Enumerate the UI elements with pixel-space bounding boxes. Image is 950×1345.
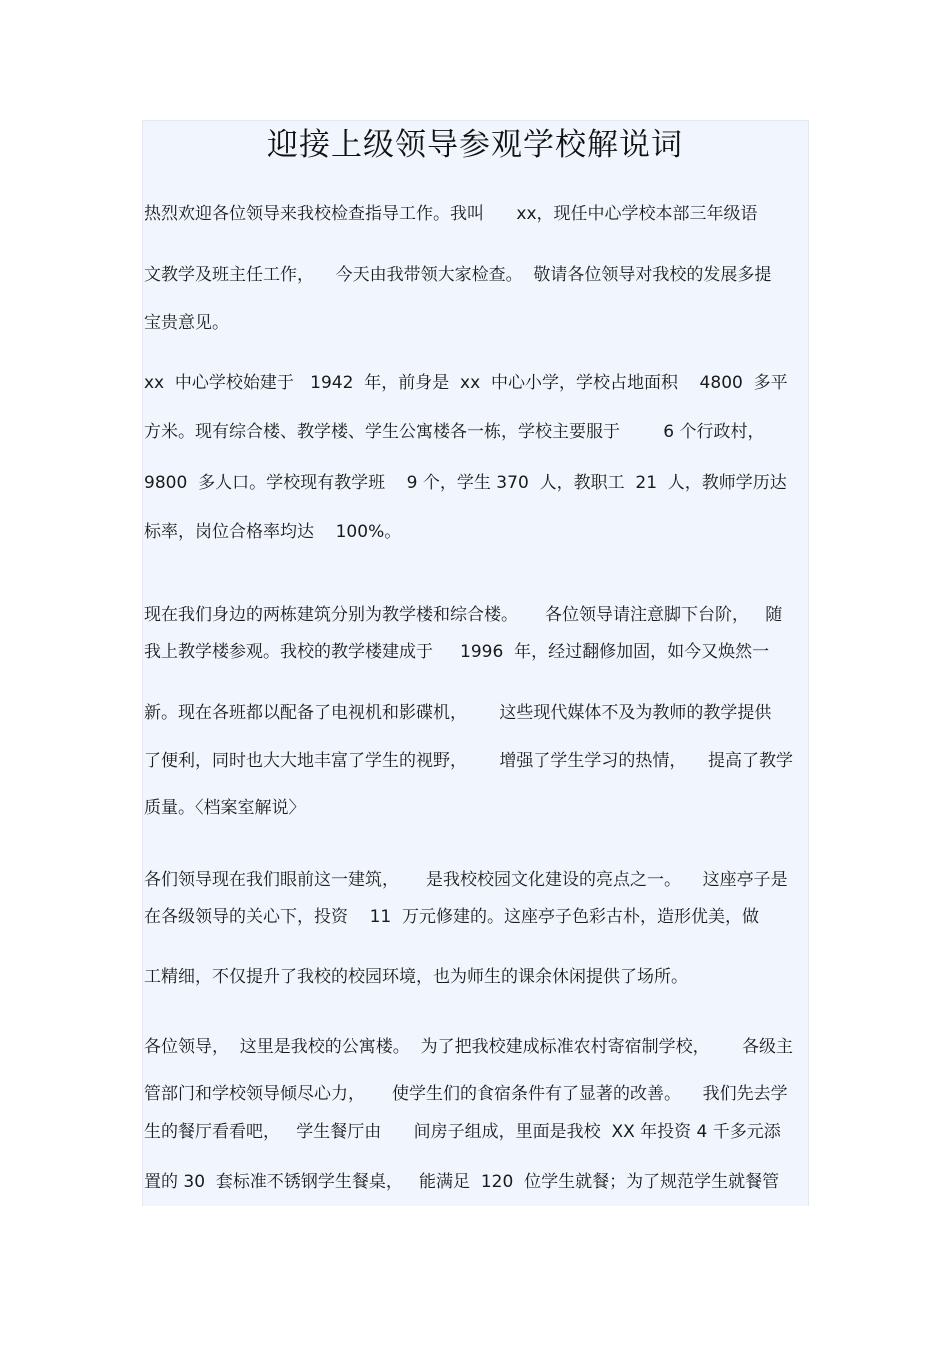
paragraph-3-line-4: 了便利，同时也大大地丰富了学生的视野， 增强了学生学习的热情， 提高了教学: [144, 751, 794, 771]
paragraph-4-line-2: 在各级领导的关心下，投资 11 万元修建的。这座亭子色彩古朴，造形优美，做: [144, 907, 760, 927]
paragraph-2-line-2: 方米。现有综合楼、教学楼、学生公寓楼各一栋，学校主要服于 6 个行政村，: [144, 422, 765, 442]
paragraph-3-line-2: 我上教学楼参观。我校的教学楼建成于 1996 年，经过翻修加固，如今又焕然一: [144, 642, 770, 662]
paragraph-5-line-3: 生的餐厅看看吧， 学生餐厅由 间房子组成，里面是我校 XX 年投资 4 千多元添: [144, 1122, 781, 1142]
paragraph-3-line-5: 质量。〈档案室解说〉: [144, 798, 306, 818]
paragraph-3-line-1: 现在我们身边的两栋建筑分别为教学楼和综合楼。 各位领导请注意脚下台阶， 随: [144, 605, 783, 625]
paragraph-1-line-2: 文教学及班主任工作， 今天由我带领大家检查。 敬请各位领导对我校的发展多提: [144, 265, 772, 285]
document-title: 迎接上级领导参观学校解说词: [267, 127, 683, 163]
paragraph-1-line-1: 热烈欢迎各位领导来我校检查指导工作。我叫 xx，现任中心学校本部三年级语: [144, 204, 758, 224]
paragraph-1-line-3: 宝贵意见。: [144, 313, 229, 333]
paragraph-2-line-1: xx 中心学校始建于 1942 年，前身是 xx 中心小学，学校占地面积 4800 多平: [144, 373, 788, 393]
paragraph-2-line-3: 9800 多人口。学校现有教学班 9 个，学生 370 人，教职工 21 人，教师学历达: [144, 473, 787, 493]
paragraph-5-line-4: 置的 30 套标准不锈钢学生餐桌， 能满足 120 位学生就餐；为了规范学生就餐管: [144, 1172, 780, 1192]
paragraph-5-line-2: 管部门和学校领导倾尽心力， 使学生们的食宿条件有了显著的改善。 我们先去学: [144, 1084, 788, 1104]
paragraph-4-line-1: 各们领导现在我们眼前这一建筑， 是我校校园文化建设的亮点之一。 这座亭子是: [144, 870, 788, 890]
paragraph-2-line-4: 标率，岗位合格率均达 100%。: [144, 522, 402, 542]
paragraph-3-line-3: 新。现在各班都以配备了电视机和影碟机， 这些现代媒体不及为教师的教学提供: [144, 703, 772, 723]
paragraph-4-line-3: 工精细，不仅提升了我校的校园环境，也为师生的课余休闲提供了场所。: [144, 967, 688, 987]
paragraph-5-line-1: 各位领导， 这里是我校的公寓楼。 为了把我校建成标准农村寄宿制学校， 各级主: [144, 1037, 794, 1057]
